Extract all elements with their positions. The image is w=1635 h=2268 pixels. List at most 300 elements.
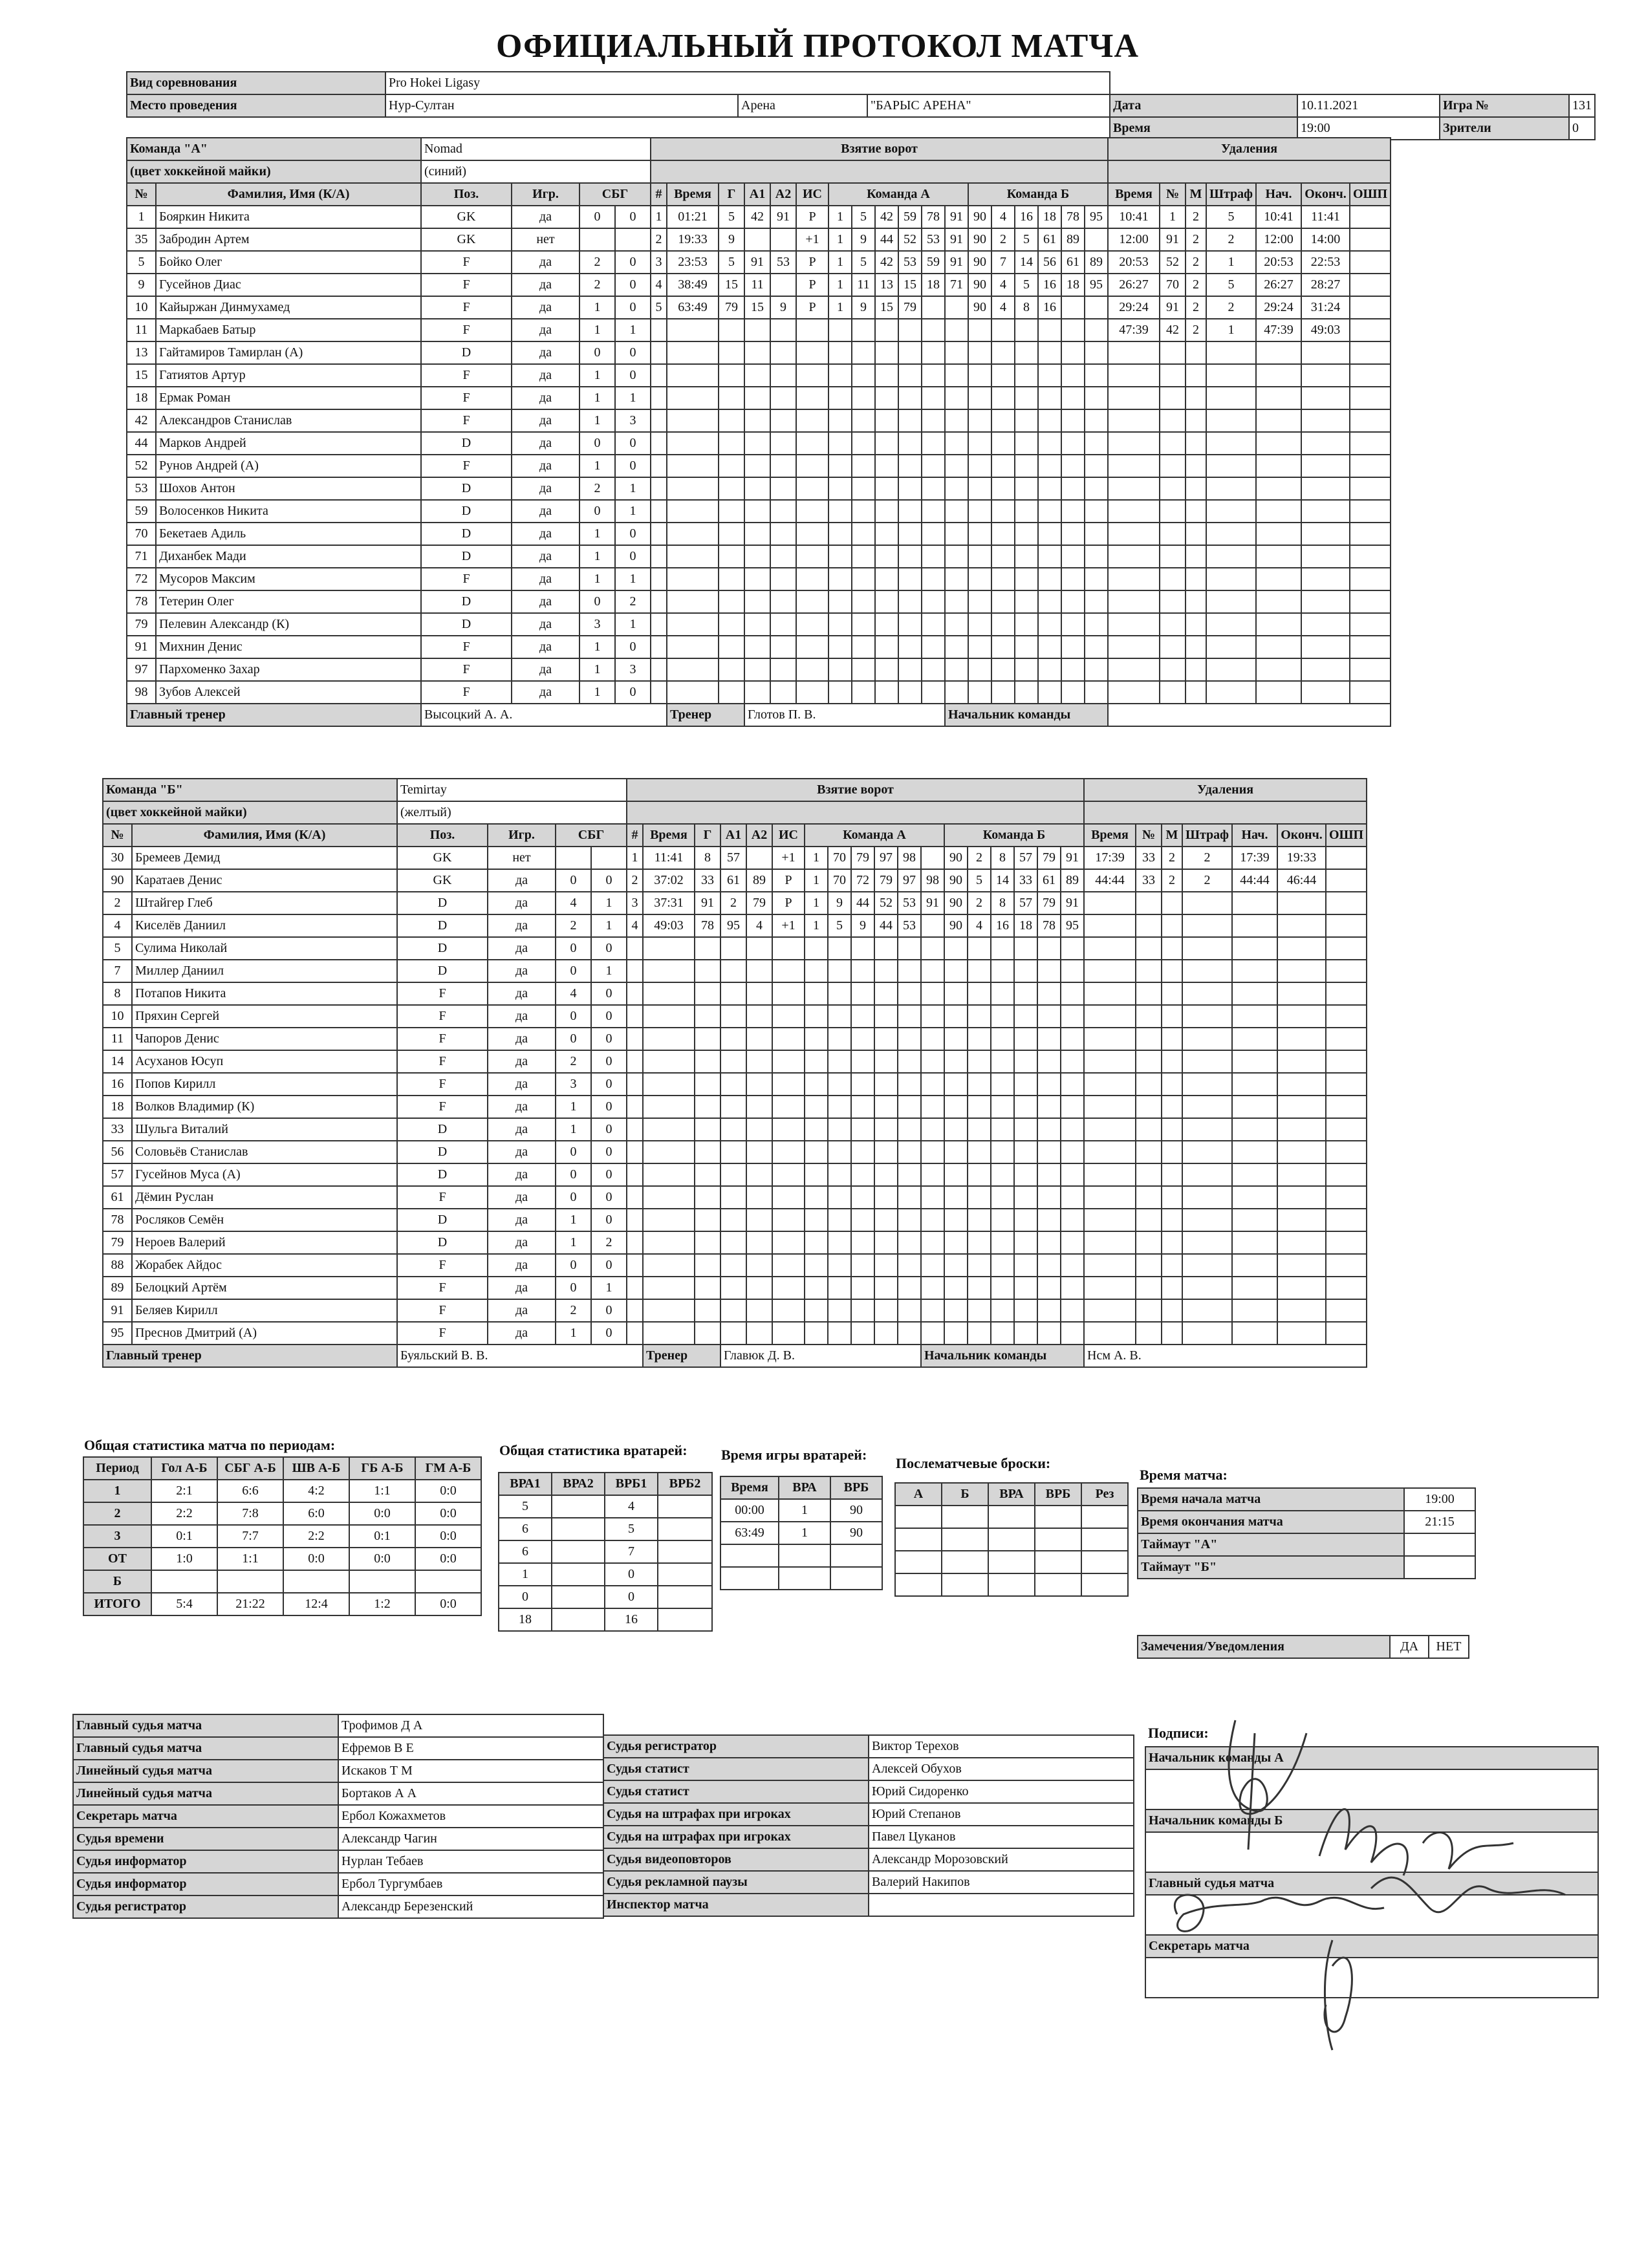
player-played: да	[488, 892, 556, 914]
player-played: да	[488, 1028, 556, 1050]
official-role: Главный судья матча	[73, 1737, 338, 1760]
goal-empty-cell	[852, 658, 875, 681]
goal-empty-cell	[651, 523, 667, 545]
goal-empty-cell	[1061, 1050, 1084, 1073]
goal-empty-cell	[968, 387, 991, 409]
goal-assist1	[744, 228, 770, 251]
goal-empty-cell	[805, 937, 828, 960]
official-row	[603, 1780, 1134, 1803]
penalty-empty-cell	[1206, 636, 1256, 658]
goal-scorer: 91	[695, 892, 720, 914]
player-number: 97	[127, 658, 156, 681]
goal-assist2	[746, 847, 772, 869]
signatures-title: Подписи:	[1148, 1725, 1209, 1741]
goal-empty-cell	[720, 1231, 746, 1254]
penalty-empty-cell	[1162, 892, 1182, 914]
goal-empty-cell	[828, 681, 852, 704]
goal-empty-cell	[874, 1322, 898, 1345]
goal-empty-cell	[770, 387, 796, 409]
table-cell: 7:8	[217, 1502, 283, 1525]
goal-empty-cell	[695, 1163, 720, 1186]
goal-onice-a: 44	[875, 228, 898, 251]
goal-onice-b: 90	[968, 228, 991, 251]
goal-onice-b: 89	[1085, 251, 1108, 274]
penalty-empty-cell	[1301, 636, 1350, 658]
goal-empty-cell	[968, 341, 991, 364]
goal-assist1: 57	[720, 847, 746, 869]
goal-empty-cell	[1038, 545, 1061, 568]
table-cell: 1:1	[217, 1548, 283, 1570]
player-played: да	[512, 432, 579, 455]
goal-empty-cell	[744, 590, 770, 613]
goal-empty-cell	[719, 681, 744, 704]
penalty-empty-cell	[1084, 914, 1136, 937]
goal-empty-cell	[874, 1163, 898, 1186]
team-chief-name: Нсм А. В.	[1084, 1345, 1367, 1367]
goal-empty-cell	[1085, 545, 1108, 568]
goal-onice-a: 52	[874, 892, 898, 914]
goal-empty-cell	[770, 523, 796, 545]
official-row	[73, 1737, 603, 1760]
penalty-empty-cell	[1160, 364, 1186, 387]
goal-empty-cell	[875, 387, 898, 409]
goal-empty-cell	[744, 455, 770, 477]
penalty-empty-cell	[1256, 613, 1301, 636]
col-name: Фамилия, Имя (К/А)	[156, 183, 421, 206]
player-row	[127, 681, 1391, 704]
coach-label: Тренер	[667, 704, 744, 726]
goal-empty-cell	[643, 1005, 695, 1028]
goal-empty-cell	[1038, 364, 1061, 387]
goal-empty-cell	[1014, 1141, 1037, 1163]
goal-index: 3	[651, 251, 667, 274]
player-played: да	[512, 251, 579, 274]
penalty-empty-cell	[1108, 364, 1160, 387]
official-row	[73, 1828, 603, 1850]
goal-onice-a: 9	[828, 892, 851, 914]
goal-empty-cell	[1085, 636, 1108, 658]
goal-empty-cell	[627, 982, 643, 1005]
player-sbg: 1	[556, 1209, 591, 1231]
goal-onice-b: 8	[1015, 296, 1038, 319]
player-name: Михнин Денис	[156, 636, 421, 658]
goal-assist1: 11	[744, 274, 770, 296]
goal-empty-cell	[772, 1028, 805, 1050]
goal-empty-cell	[991, 658, 1015, 681]
goal-empty-cell	[898, 1073, 921, 1096]
goal-empty-cell	[770, 341, 796, 364]
penalty-empty-cell	[1084, 1005, 1136, 1028]
goal-empty-cell	[922, 590, 945, 613]
penalty-empty-cell	[1206, 341, 1256, 364]
goal-empty-cell	[651, 432, 667, 455]
goal-onice-a: 1	[828, 296, 852, 319]
goal-empty-cell	[921, 1254, 944, 1277]
player-row	[127, 590, 1391, 613]
goal-empty-cell	[720, 1209, 746, 1231]
goal-empty-cell	[874, 1096, 898, 1118]
table-row	[83, 1570, 481, 1593]
goal-onice-b: 4	[968, 914, 991, 937]
penalty-empty-cell	[1084, 1186, 1136, 1209]
goal-empty-cell	[720, 1163, 746, 1186]
goal-empty-cell	[720, 1186, 746, 1209]
table-header-cell: Б	[942, 1483, 988, 1506]
goal-empty-cell	[1015, 613, 1038, 636]
goal-onice-a: 53	[898, 914, 921, 937]
goal-onice-a: 1	[805, 892, 828, 914]
col-strength: ИС	[796, 183, 828, 206]
goal-empty-cell	[945, 568, 968, 590]
goal-empty-cell	[922, 477, 945, 500]
goal-empty-cell	[945, 319, 968, 341]
penalty-empty-cell	[1256, 455, 1301, 477]
penalty-end: 14:00	[1301, 228, 1350, 251]
player-name: Мусоров Максим	[156, 568, 421, 590]
goal-empty-cell	[1014, 1186, 1037, 1209]
goal-empty-cell	[1085, 409, 1108, 432]
goal-index: 1	[651, 206, 667, 228]
penalty-empty-cell	[1206, 523, 1256, 545]
goal-empty-cell	[1015, 364, 1038, 387]
goal-empty-cell	[898, 1254, 921, 1277]
spectators-value: 0	[1569, 117, 1595, 140]
goal-empty-cell	[828, 364, 852, 387]
goal-empty-cell	[852, 568, 875, 590]
goal-assist1: 95	[720, 914, 746, 937]
goal-empty-cell	[898, 568, 922, 590]
goal-empty-cell	[770, 455, 796, 477]
penalty-empty-cell	[1182, 1050, 1232, 1073]
goal-empty-cell	[746, 1050, 772, 1073]
goal-empty-cell	[828, 636, 852, 658]
goal-empty-cell	[805, 1186, 828, 1209]
player-sbg: 0	[579, 206, 615, 228]
penalty-empty-cell	[1277, 1277, 1326, 1299]
player-name: Маркабаев Батыр	[156, 319, 421, 341]
penalty-empty-cell	[1160, 681, 1186, 704]
penalty-empty-cell	[1277, 1254, 1326, 1277]
player-sbg-2: 0	[615, 274, 651, 296]
official-role: Судья информатор	[73, 1873, 338, 1895]
goal-empty-cell	[805, 1050, 828, 1073]
goal-empty-cell	[828, 590, 852, 613]
table-header-cell: ГБ А-Б	[349, 1457, 415, 1480]
player-played: да	[512, 523, 579, 545]
goal-onice-b: 33	[1014, 869, 1037, 892]
player-sbg	[556, 847, 591, 869]
team-chief-name	[1108, 704, 1391, 726]
goal-empty-cell	[921, 982, 944, 1005]
col-pen-min: М	[1186, 183, 1206, 206]
goal-onice-b: 2	[968, 892, 991, 914]
table-cell: 90	[830, 1522, 882, 1544]
goal-empty-cell	[695, 1277, 720, 1299]
player-position: F	[421, 296, 512, 319]
head-coach-label: Главный тренер	[127, 704, 421, 726]
goal-empty-cell	[796, 568, 828, 590]
goal-empty-cell	[898, 523, 922, 545]
goal-empty-cell	[720, 1005, 746, 1028]
table-row	[83, 1480, 481, 1502]
col-team-a-onice: Команда А	[828, 183, 968, 206]
goal-empty-cell	[1061, 432, 1085, 455]
player-played: да	[488, 1299, 556, 1322]
goal-empty-cell	[968, 681, 991, 704]
penalty-empty-cell	[1160, 455, 1186, 477]
goal-empty-cell	[875, 319, 898, 341]
player-sbg-2: 0	[615, 206, 651, 228]
penalty-empty-cell	[1206, 387, 1256, 409]
goal-empty-cell	[720, 1050, 746, 1073]
goal-index: 5	[651, 296, 667, 319]
player-sbg: 2	[579, 251, 615, 274]
goal-empty-cell	[944, 1073, 968, 1096]
goal-empty-cell	[991, 477, 1015, 500]
goal-empty-cell	[720, 982, 746, 1005]
official-role: Судья рекламной паузы	[603, 1871, 869, 1894]
table-header-cell: ВРА	[779, 1476, 830, 1499]
goal-empty-cell	[746, 1277, 772, 1299]
player-played: да	[512, 206, 579, 228]
penalty-empty-cell	[1186, 341, 1206, 364]
goal-onice-b: 78	[1061, 206, 1085, 228]
col-assist2: А2	[770, 183, 796, 206]
player-number: 2	[103, 892, 132, 914]
goal-empty-cell	[667, 636, 719, 658]
player-name: Александров Станислав	[156, 409, 421, 432]
goal-empty-cell	[945, 658, 968, 681]
goal-empty-cell	[1085, 477, 1108, 500]
goals-title-spacer	[651, 160, 1108, 183]
player-played: нет	[512, 228, 579, 251]
table-row	[720, 1522, 882, 1544]
goal-onice-b	[1085, 296, 1108, 319]
goal-empty-cell	[851, 1209, 874, 1231]
goal-empty-cell	[852, 636, 875, 658]
penalty-player: 52	[1160, 251, 1186, 274]
goal-empty-cell	[1014, 960, 1037, 982]
goal-empty-cell	[772, 1277, 805, 1299]
goal-empty-cell	[991, 545, 1015, 568]
goal-empty-cell	[968, 636, 991, 658]
table-cell: 0	[605, 1563, 658, 1586]
penalty-empty-cell	[1206, 568, 1256, 590]
penalty-player: 91	[1160, 296, 1186, 319]
player-position: F	[397, 1186, 488, 1209]
player-sbg: 4	[556, 892, 591, 914]
player-row	[127, 432, 1391, 455]
goal-empty-cell	[746, 1141, 772, 1163]
col-pen-time: Время	[1084, 824, 1136, 847]
goal-onice-b: 18	[1014, 914, 1037, 937]
penalty-empty-cell	[1108, 545, 1160, 568]
goal-empty-cell	[627, 960, 643, 982]
table-cell	[658, 1608, 712, 1631]
goal-empty-cell	[746, 982, 772, 1005]
goal-empty-cell	[772, 1073, 805, 1096]
table-row	[83, 1502, 481, 1525]
official-name: Ефремов В Е	[338, 1737, 603, 1760]
penalty-empty-cell	[1160, 545, 1186, 568]
table-header-cell: Гол А-Б	[151, 1457, 217, 1480]
player-sbg-2: 0	[591, 1299, 627, 1322]
table-row	[895, 1506, 1128, 1528]
goal-onice-b: 8	[991, 847, 1014, 869]
player-sbg: 1	[556, 1322, 591, 1345]
player-played: да	[488, 1277, 556, 1299]
player-number: 91	[127, 636, 156, 658]
penalty-empty-cell	[1186, 613, 1206, 636]
goal-empty-cell	[991, 1277, 1014, 1299]
player-row	[103, 1163, 1367, 1186]
goal-onice-a: 9	[851, 914, 874, 937]
official-row	[603, 1826, 1134, 1848]
goal-empty-cell	[796, 364, 828, 387]
player-row	[127, 341, 1391, 364]
official-row	[73, 1714, 603, 1737]
penalty-empty-cell	[1136, 1186, 1162, 1209]
goal-empty-cell	[1061, 545, 1085, 568]
goal-empty-cell	[828, 523, 852, 545]
col-sbg: СБГ	[556, 824, 627, 847]
goal-empty-cell	[627, 1028, 643, 1050]
goal-empty-cell	[898, 319, 922, 341]
goal-empty-cell	[828, 1209, 851, 1231]
player-position: F	[397, 1096, 488, 1118]
player-number: 15	[127, 364, 156, 387]
goal-empty-cell	[1014, 1254, 1037, 1277]
table-header-cell: ШВ А-Б	[283, 1457, 349, 1480]
goal-empty-cell	[968, 364, 991, 387]
goal-empty-cell	[898, 432, 922, 455]
col-goal-scorer: Г	[695, 824, 720, 847]
goal-empty-cell	[746, 1254, 772, 1277]
arena-value: "БАРЫС АРЕНА"	[867, 94, 1110, 117]
player-position: F	[421, 455, 512, 477]
goal-empty-cell	[945, 341, 968, 364]
player-position: F	[421, 681, 512, 704]
penalty-empty-cell	[1277, 1299, 1326, 1322]
goal-empty-cell	[627, 1209, 643, 1231]
col-assist1: А1	[720, 824, 746, 847]
player-number: 61	[103, 1186, 132, 1209]
goal-empty-cell	[898, 658, 922, 681]
penalty-empty-cell	[1206, 432, 1256, 455]
goal-empty-cell	[719, 590, 744, 613]
team-chief-label: Начальник команды	[921, 1345, 1084, 1367]
player-sbg-2: 0	[591, 1186, 627, 1209]
player-sbg-2: 0	[591, 937, 627, 960]
team-name: Nomad	[421, 138, 651, 160]
player-name: Пархоменко Захар	[156, 658, 421, 681]
player-sbg: 0	[556, 1186, 591, 1209]
match-time-table	[1137, 1487, 1476, 1579]
goal-onice-a: 59	[922, 251, 945, 274]
player-row	[127, 251, 1391, 274]
penalty-end: 46:44	[1277, 869, 1326, 892]
penalty-code: 1	[1206, 251, 1256, 274]
penalty-empty-cell	[1206, 613, 1256, 636]
goal-empty-cell	[921, 1231, 944, 1254]
goal-empty-cell	[875, 455, 898, 477]
goal-empty-cell	[922, 681, 945, 704]
goal-empty-cell	[667, 545, 719, 568]
player-row	[103, 1141, 1367, 1163]
penalty-empty-cell	[1326, 1118, 1367, 1141]
coach-label: Тренер	[643, 1345, 720, 1367]
goal-empty-cell	[1037, 1028, 1061, 1050]
player-position: D	[397, 892, 488, 914]
penalty-empty-cell	[1256, 658, 1301, 681]
player-row	[103, 1277, 1367, 1299]
goal-empty-cell	[772, 1254, 805, 1277]
col-pen-num: №	[1160, 183, 1186, 206]
goal-empty-cell	[1038, 387, 1061, 409]
goal-empty-cell	[875, 364, 898, 387]
player-row	[103, 1322, 1367, 1345]
penalty-empty-cell	[1162, 1231, 1182, 1254]
table-cell: 0:0	[283, 1548, 349, 1570]
goal-empty-cell	[921, 1141, 944, 1163]
player-sbg: 0	[579, 590, 615, 613]
goal-empty-cell	[770, 613, 796, 636]
goal-empty-cell	[944, 1299, 968, 1322]
player-sbg: 2	[556, 914, 591, 937]
goal-empty-cell	[898, 1277, 921, 1299]
table-cell: 16	[605, 1608, 658, 1631]
goal-index: 4	[627, 914, 643, 937]
penalty-empty-cell	[1256, 590, 1301, 613]
penalty-empty-cell	[1206, 545, 1256, 568]
goal-onice-a: 78	[922, 206, 945, 228]
penalty-time: 47:39	[1108, 319, 1160, 341]
goal-empty-cell	[968, 523, 991, 545]
penalty-empty-cell	[1136, 960, 1162, 982]
player-position: D	[397, 1163, 488, 1186]
goal-onice-b: 8	[991, 892, 1014, 914]
player-row	[103, 1073, 1367, 1096]
penalty-empty-cell	[1182, 1299, 1232, 1322]
goal-empty-cell	[1085, 432, 1108, 455]
penalty-empty-cell	[1186, 523, 1206, 545]
player-played: да	[488, 1322, 556, 1345]
penalty-oshp	[1350, 274, 1391, 296]
signature-label: Главный судья матча	[1145, 1872, 1598, 1895]
goal-empty-cell	[643, 1322, 695, 1345]
goal-onice-a: 91	[945, 228, 968, 251]
table-cell	[349, 1570, 415, 1593]
goal-empty-cell	[746, 1163, 772, 1186]
goal-empty-cell	[770, 409, 796, 432]
player-name: Попов Кирилл	[132, 1073, 397, 1096]
player-position: F	[421, 364, 512, 387]
goal-empty-cell	[667, 658, 719, 681]
goal-empty-cell	[991, 613, 1015, 636]
goal-empty-cell	[1061, 1073, 1084, 1096]
penalty-empty-cell	[1277, 892, 1326, 914]
signature-label: Начальник команды А	[1145, 1747, 1598, 1769]
goal-empty-cell	[770, 500, 796, 523]
penalty-empty-cell	[1162, 914, 1182, 937]
player-position: F	[421, 251, 512, 274]
goal-empty-cell	[921, 1118, 944, 1141]
penalty-empty-cell	[1232, 1209, 1277, 1231]
goal-time: 23:53	[667, 251, 719, 274]
player-sbg-2	[615, 228, 651, 251]
goal-empty-cell	[695, 1028, 720, 1050]
player-name: Беляев Кирилл	[132, 1299, 397, 1322]
